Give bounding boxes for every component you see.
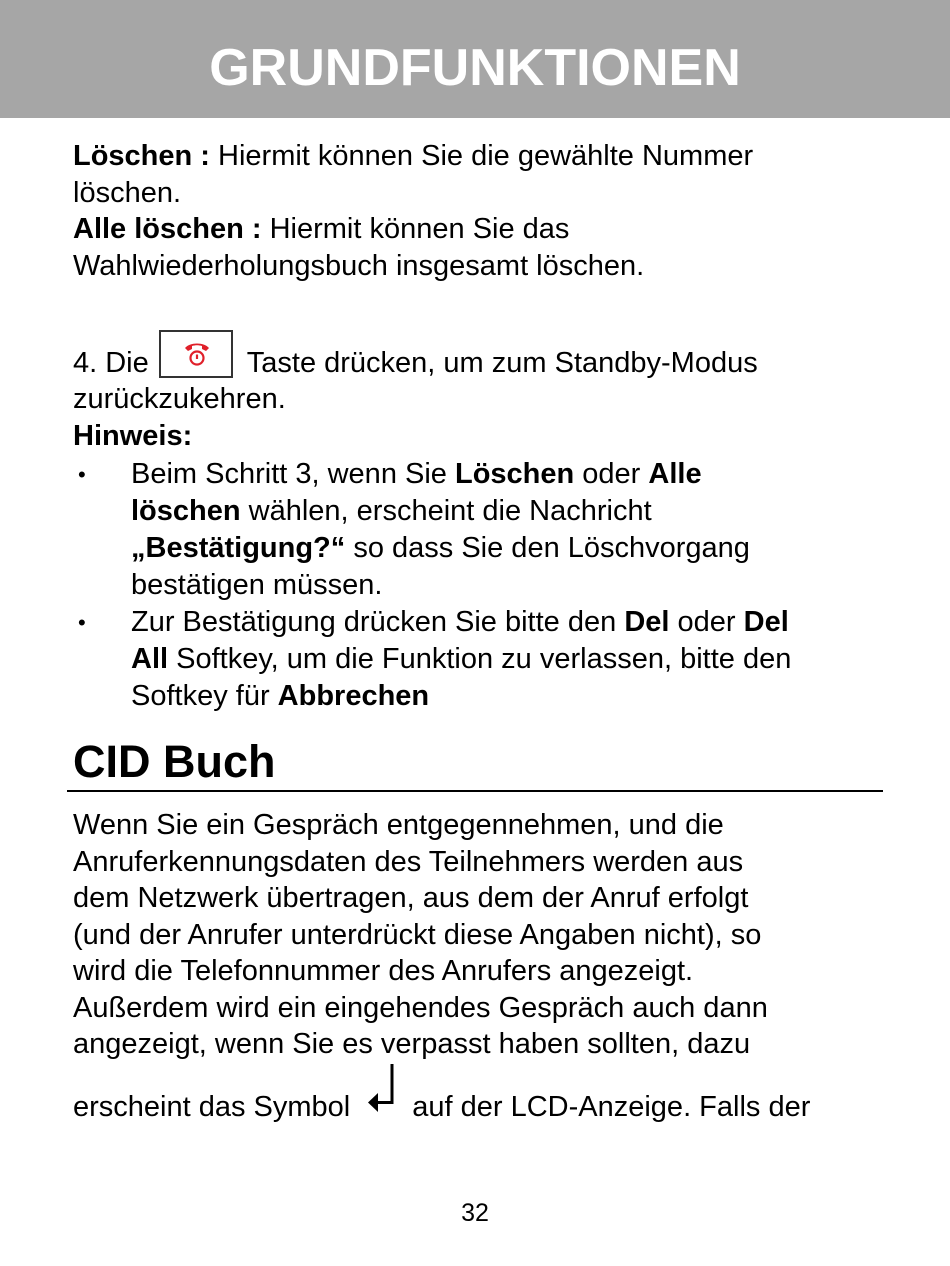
bold-text: Alle	[648, 458, 702, 490]
hinweis-label	[73, 418, 883, 455]
bold-text: Löschen	[454, 458, 575, 490]
loeschen-line-1	[73, 138, 883, 175]
cid-symbol-prefix: erscheint das Symbol	[73, 1091, 351, 1123]
bullet-1-line-3	[131, 530, 883, 567]
bold-text: Abbrechen	[277, 680, 430, 712]
intro-definitions	[73, 138, 883, 284]
list-item	[73, 604, 883, 715]
missed-call-arrow-icon	[366, 1062, 402, 1122]
step-4-continued	[73, 381, 883, 454]
cid-last-line	[73, 1062, 883, 1137]
bullet-1-line-4: bestätigen müssen.	[131, 569, 383, 601]
text: so dass Sie den Löschvorgang	[345, 532, 750, 564]
cid-line: angezeigt, wenn Sie es verpasst haben sollten, dazu	[73, 1028, 751, 1060]
cid-symbol-suffix: auf der LCD-Anzeige. Falls der	[412, 1091, 811, 1123]
header-title: GRUNDFUNKTIONEN	[209, 39, 741, 97]
text: Beim Schritt 3, wenn Sie	[131, 458, 455, 490]
alle-loeschen-line-2: Wahlwiederholungsbuch insgesamt löschen.	[73, 249, 645, 282]
step-4	[73, 330, 883, 383]
bullet-2-line-2	[131, 641, 883, 678]
hinweis-list	[73, 456, 883, 715]
loeschen-term: Löschen :	[73, 140, 210, 172]
bullet-1-line-2	[131, 493, 883, 530]
bold-text: Del	[743, 606, 789, 638]
text: Softkey für	[131, 680, 278, 712]
bullet-2-line-1	[131, 604, 883, 641]
bold-text: „Bestätigung?“	[131, 532, 346, 564]
bold-text: All	[131, 643, 169, 675]
step-4-suffix: Taste drücken, um zum Standby-Modus	[246, 347, 758, 379]
bold-text: Del	[624, 606, 670, 638]
alle-loeschen-line-1	[73, 211, 883, 248]
loeschen-line-2: löschen.	[73, 176, 182, 209]
end-call-key-icon	[159, 330, 233, 378]
step-4-line-1	[73, 330, 883, 383]
step-4-line-2: zurückzukehren.	[73, 383, 286, 415]
section-title-cid-buch: CID Buch	[73, 736, 276, 787]
alle-loeschen-text: Hiermit können Sie das	[261, 213, 570, 245]
loeschen-text: Hiermit können Sie die gewählte Nummer	[209, 140, 754, 172]
alle-loeschen-term: Alle löschen :	[73, 213, 262, 245]
step-4-prefix: 4. Die	[73, 347, 149, 379]
text: Softkey, um die Funktion zu verlassen, bitte den	[168, 643, 792, 675]
bold-text: löschen	[131, 495, 241, 527]
cid-line: Wenn Sie ein Gespräch entgegennehmen, und die	[73, 809, 724, 841]
text: oder	[669, 606, 744, 638]
cid-symbol-line	[73, 1062, 883, 1137]
text: oder	[574, 458, 649, 490]
cid-line: Außerdem wird ein eingehendes Gespräch auch dann	[73, 991, 768, 1024]
cid-line: Anruferkennungsdaten des Teilnehmers werden aus	[73, 845, 744, 878]
page-header	[0, 0, 950, 118]
cid-line: (und der Anrufer unterdrückt diese Angaben nicht), so	[73, 918, 762, 951]
text: Zur Bestätigung drücken Sie bitte den	[131, 606, 625, 638]
page-number: 32	[461, 1199, 489, 1227]
cid-line: wird die Telefonnummer des Anrufers angezeigt.	[73, 955, 694, 987]
bullet-1-line-1	[131, 456, 883, 493]
list-item	[73, 456, 883, 604]
text: wählen, erscheint die Nachricht	[240, 495, 652, 527]
section-divider	[67, 790, 883, 792]
cid-line: dem Netzwerk übertragen, aus dem der Anruf erfolgt	[73, 882, 749, 914]
cid-paragraph	[73, 807, 883, 1063]
bullet-dot: •	[78, 610, 86, 635]
bullet-2-line-3	[131, 678, 883, 715]
hinweis-label-text: Hinweis:	[73, 419, 193, 452]
bullet-dot: •	[78, 462, 86, 487]
